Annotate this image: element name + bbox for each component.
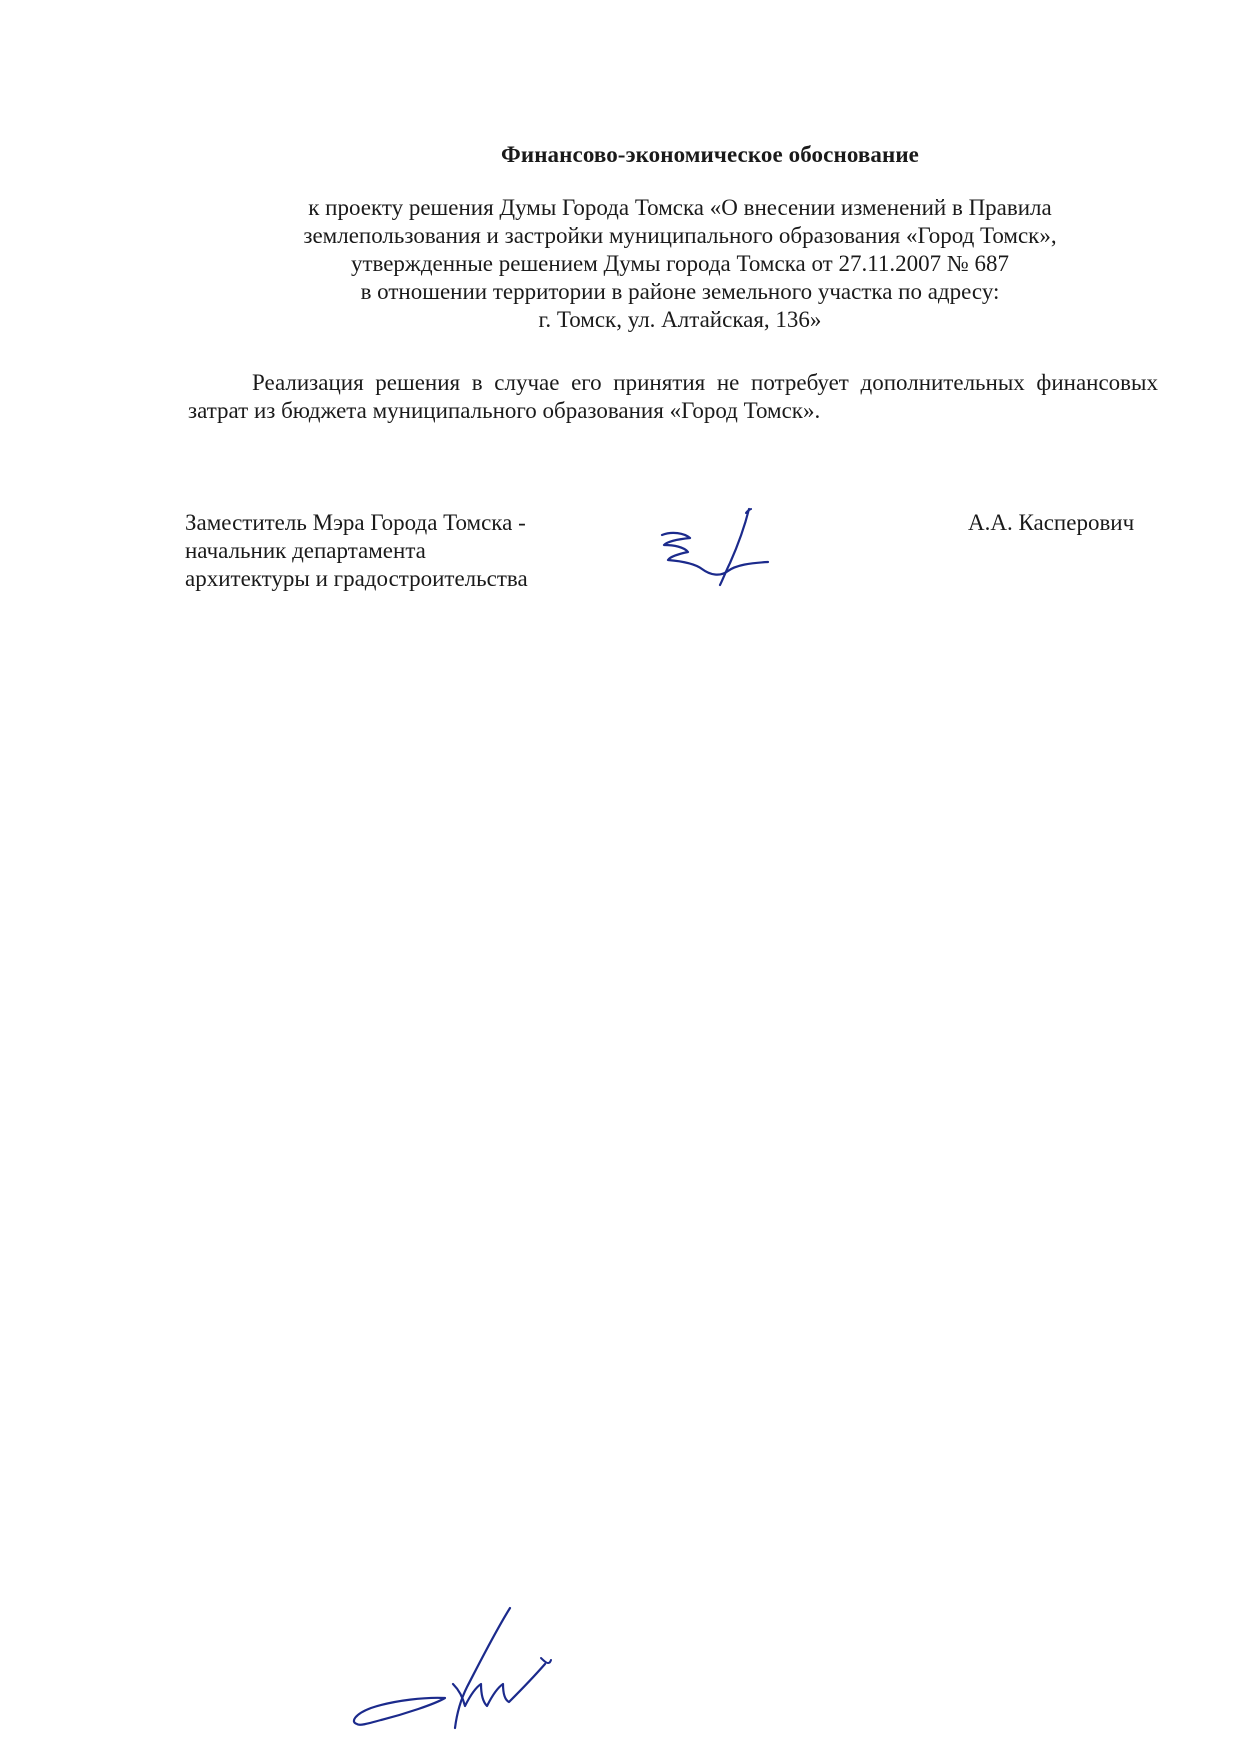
signature-icon xyxy=(650,505,780,595)
document-subtitle xyxy=(230,194,1130,334)
subtitle-line: утвержденные решением Думы города Томска от 27.11.2007 № 687 xyxy=(350,251,1010,276)
signer-name: А.А. Касперович xyxy=(968,510,1135,535)
position-line: архитектуры и градостроительства xyxy=(185,566,528,591)
document-title: Финансово-экономическое обоснование xyxy=(501,142,919,167)
subtitle-line: г. Томск, ул. Алтайская, 136» xyxy=(538,307,822,332)
signer-position xyxy=(185,509,528,593)
subtitle-line: землепользования и застройки муниципального образования «Город Томск», xyxy=(303,223,1057,248)
subtitle-line: к проекту решения Думы Города Томска «О внесении изменений в Правила xyxy=(308,195,1052,220)
position-line: Заместитель Мэра Города Томска - xyxy=(185,510,526,535)
subtitle-line: в отношении территории в районе земельного участка по адресу: xyxy=(360,279,1000,304)
body-paragraph: Реализация решения в случае его принятия не потребует дополнительных финансовых затрат из бюджета муниципального образования «Город Томск». xyxy=(188,370,1158,423)
initials-icon xyxy=(345,1602,565,1742)
position-line: начальник департамента xyxy=(185,538,426,563)
